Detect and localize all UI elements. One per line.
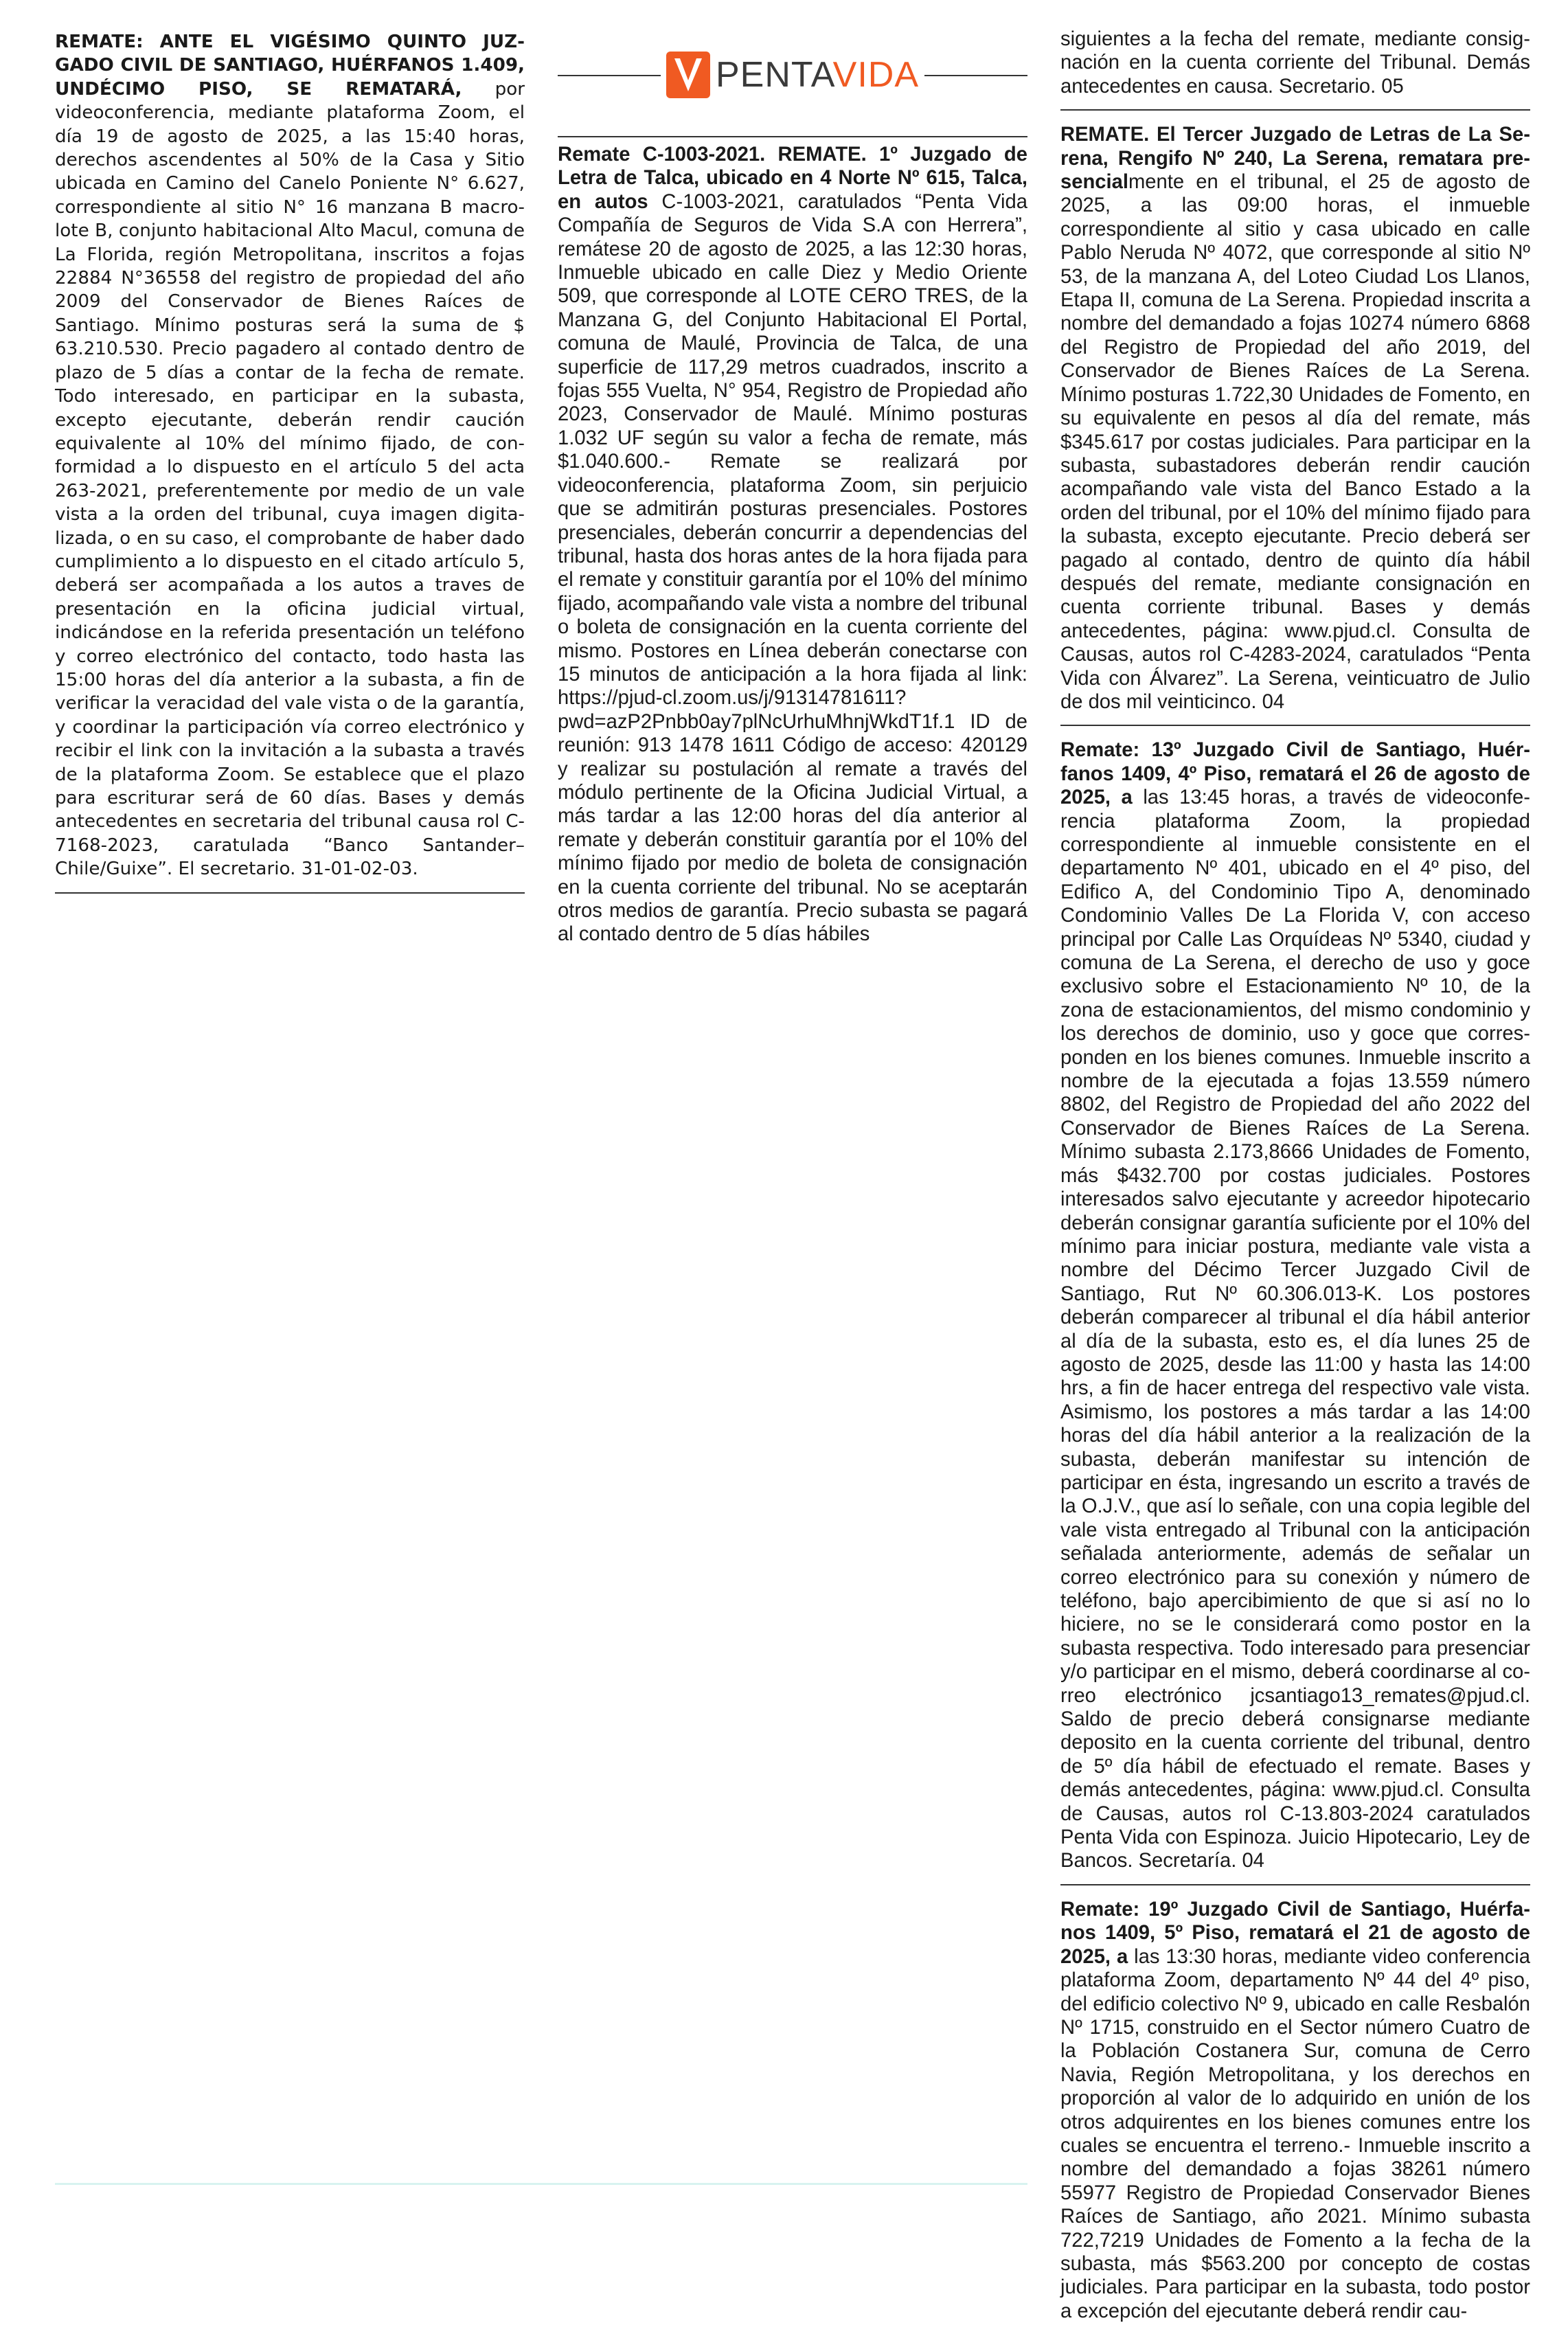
logo-rule-right	[924, 75, 1027, 76]
logo-rule-left	[558, 75, 661, 76]
column-divider	[1060, 1884, 1530, 1885]
notice-body: las 13:30 horas, mediante video conferencia plataforma Zoom, departamento Nº 44 del 4º piso, del edificio colectivo Nº 9, ubicado en calle Resbalón Nº 1715, construido en el Sector número Cuatro de la Población Costanera Sur, comuna de Cerro Navia, Región Metropolitana, y los derechos en proporción al valor de lo adquirido en unión de los otros adquirentes en los bienes comunes entre los cuales se encuentra el terreno.- Inmueble inscrito a nombre del demandado a fojas 38261 número 55977 Registro de Propiedad Conservador Bienes Raíces de Santiago, año 2021. Mínimo subasta 722,7219 Unidades de Fomento a la fecha de la subasta, más $563.200 por concepto de costas judiciales. Para participar en la subasta, todo postor a excepción del ejecutante deberá rendir cau-	[1060, 1945, 1530, 2322]
notice-text	[1060, 738, 1530, 1873]
column-1	[55, 30, 525, 894]
notice-heading: REMATE. El Tercer Juzgado de Letras de La Serena, Rengifo Nº 240, La Serena, rematara presencial	[1060, 124, 1530, 194]
notice-heading: Remate C-1003-2021. REMATE. 1º Juzgado de Letra de Talca, ubicado en 4 Norte Nº 615, Talca, en autos	[558, 144, 1027, 213]
notice-body: C-1003-2021, caratulados “Penta Vida Compañía de Seguros de Vida S.A con Herrera”, remátese 20 de agosto de 2025, a las 12:30 horas, Inmueble ubicado en calle Diez y Medio Oriente 509, que corresponde al LOTE CERO TRES, de la Manzana G, del Conjunto Habitacional El Portal, comuna de Maulé, Provincia de Talca, de una superficie de 117,29 metros cuadrados, inscrito a fojas 555 Vuelta, N° 954, Registro de Propiedad año 2023, Conservador de Maulé. Mínimo posturas 1.032 UF según su valor a fecha de remate, más $1.040.600.- Remate se realizará por videoconferencia, plataforma Zoom, sin perjuicio que se admitirán posturas presenciales. Postores presenciales, deberán concurrir a dependencias del tribunal, hasta dos horas antes de la hora fijada para el remate y constituir garantía por el 10% del mínimo fijado, acompañando vale vista a nombre del tribunal o boleta de consignación en la cuenta corriente del mismo. Postores en Línea deberán conectarse con 15 minutos de anticipación a la hora fijada al link: https://pjud-cl.zoom.us/j/91314781611?pwd=azP2Pnbb0ay7plNcUrhuMhnjWkdT1f.1 ID de reunión: 913 1478 1611 Código de acceso: 420129 y realizar su postulación al remate a través del módulo pertinente de la Oficina Judicial Virtual, a más tardar a las 12:00 horas del día anterior al remate y deberán constituir garantía por el 10% del mínimo fijado por medio de boleta de consignación en la cuenta corriente del tribunal. No se aceptarán otros medios de garantía. Precio subasta se pagará al contado dentro de 5 días hábiles	[558, 190, 1027, 946]
column-divider	[55, 892, 525, 894]
notice-text	[1060, 1898, 1530, 2323]
notice-heading: Remate: 19º Juzgado Civil de Santiago, Huérfanos 1409, 5º Piso, rematará el 21 de agosto de 2025, a	[1060, 1898, 1530, 1968]
notice-text	[1060, 27, 1530, 98]
penta-vida-logo	[558, 37, 1027, 113]
penta-vida-v-icon	[666, 52, 710, 98]
notice-1-juzgado-talca	[558, 143, 1027, 958]
notice-text	[558, 143, 1027, 947]
notice-25-juzgado-civil	[55, 30, 525, 892]
notice-19-juzgado-civil	[1060, 1898, 1530, 2334]
column-divider	[1060, 109, 1530, 111]
notice-body: mente en el tribunal, el 25 de agosto de 2025, a las 09:00 horas, el inmueble correspondiente al sitio y casa ubicado en calle Pablo Neruda Nº 4072, que corresponde al sitio Nº 53, de la manzana A, del Loteo Ciudad Los Llanos, Etapa II, comuna de La Serena. Propiedad inscrita a nombre del demandado a fojas 10274 número 6868 del Registro de Propiedad del año 2019, del Conservador de Bienes Raíces de La Serena. Mínimo posturas 1.722,30 Unidades de Fomento, en su equivalente en pesos al día del remate, más $345.617 por costas judiciales. Para participar en la subasta, subastadores deberán rendir caución acompañando vale vista del Banco Estado a la orden del tribunal, por el 10% del mínimo fijado para la subasta, excepto ejecutante. Precio deberá ser pagado al contado, dentro de quinto día hábil después del remate, mediante consignación en cuenta corriente tribunal. Bases y demás antecedentes, página: www.pjud.cl. Consulta de Causas, autos rol C-4283-2024, caratulados “Penta Vida con Álvarez”. La Serena, veinticuatro de Julio de dos mil veinticinco. 04	[1060, 171, 1530, 713]
column-divider	[1060, 725, 1530, 726]
notice-body: las 13:45 horas, a través de videoconferencia plataforma Zoom, la propiedad correspondiente al inmueble consistente en el departamento Nº 401, ubicado en el 4º piso, del Edifico A, del Condominio Tipo A, denominado Condominio Valles De La Florida V, con acceso principal por Calle Las Orquídeas Nº 5340, ciudad y comuna de La Serena, el derecho de uso y goce exclusivo sobre el Estacionamiento Nº 10, de la zona de estacionamientos, del mismo condominio y los derechos de dominio, uso y goce que corresponden en los bienes comunes. Inmueble inscrito a nombre de la ejecutada a fojas 13.559 número 8802, del Registro de Propiedad del año 2022 del Conservador de Bienes Raíces de La Serena. Mínimo subasta 2.173,8666 Unidades de Fomento, más $432.700 por costas judiciales. Postores interesados salvo ejecutante y acreedor hipotecario deberán consignar garantía suficiente por el 10% del mínimo para iniciar postura, mediante vale vista a nombre del Décimo Tercer Juzgado Civil de Santiago, Rut Nº 60.306.013-K. Los postores deberán comparecer al tribunal el día hábil anterior al día de la subasta, esto es, el día lunes 25 de agosto de 2025, desde las 11:00 y hasta las 14:00 hrs, a fin de hacer entrega del respectivo vale vista. Asimismo, los postores a más tardar a las 14:00 horas del día hábil anterior a la realización de la subasta, deberán manifestar su intención de participar en ésta, ingresando un escrito a través de la O.J.V., que así lo señale, con una copia legible del vale vista entregado al Tribunal con la anticipación señalada anteriormente, además de señalar un correo electrónico para su conexión y número de teléfono, bajo apercibimiento de que si así no lo hiciere, no se le considerará como postor en la subasta respectiva. Todo interesado para presenciar y/o participar en el mismo, deberá coordinarse al correo electrónico jcsantiago13_remates@pjud.cl. Saldo de precio deberá consignarse mediante deposito en la cuenta corriente del tribunal, dentro de 5º día hábil de efectuado el remate. Bases y demás antecedentes, página: www.pjud.cl. Consulta de Causas, autos rol C-13.803-2024 caratulados Penta Vida con Espinoza. Juicio Hipotecario, Ley de Bancos. Secretaría. 04	[1060, 786, 1530, 1872]
notice-13-juzgado-civil	[1060, 738, 1530, 1884]
notice-heading: Remate: 13º Juzgado Civil de Santiago, Huérfanos 1409, 4º Piso, rematará el 26 de agosto de 2025, a	[1060, 739, 1530, 809]
notice-body: siguientes a la fecha del remate, mediante consignación en la cuenta corriente del Tribunal. Demás antecedentes en causa. Secretario. 05	[1060, 28, 1530, 98]
logo-wordmark	[716, 54, 919, 95]
notice-3-juzgado-la-serena	[1060, 123, 1530, 725]
notice-heading: REMATE: ANTE EL VIGÉSIMO QUINTO JUZGADO CIVIL DE SANTIAGO, HUÉRFANOS 1.409, UNDÉCIMO PISO, SE REMATARÁ,	[55, 32, 525, 100]
notice-text	[55, 30, 525, 881]
page-bottom-rule	[55, 2183, 1027, 2185]
column-2	[558, 30, 1027, 958]
logo-brand-penta: PENTA	[715, 55, 833, 95]
notice-text	[1060, 123, 1530, 714]
column-divider	[558, 136, 1027, 137]
logo-brand-vida: VIDA	[832, 55, 920, 95]
notice-body: por videoconferencia, mediante plataforma Zoom, el día 19 de agosto de 2025, a las 15:40 horas, derechos ascendentes al 50% de la Casa y Sitio ubicada en Camino del Canelo Poniente N° 6.627, correspondiente al sitio N° 16 manzana B macrolote B, conjunto habitacional Alto Macul, comuna de La Florida, región Metropolitana, inscritos a fojas 22884 N°36558 del registro de propiedad del año 2009 del Conservador de Bienes Raíces de Santiago. Mínimo posturas será la suma de $ 63.210.530. Precio pagadero al contado dentro de plazo de 5 días a contar de la fecha de remate. Todo interesado, en participar en la subasta, excepto ejecutante, deberán rendir caución equivalente al 10% del mínimo fijado, de conformidad a lo dispuesto en el artículo 5 del acta 263-2021, preferentemente por medio de un vale vista a la orden del tribunal, cuya imagen digitalizada, o en su caso, el comprobante de haber dado cumplimiento a lo dispuesto en el citado artículo 5, deberá ser acompañada a los autos a traves de presentación en la oficina judicial virtual, indicándose en la referida presentación un teléfono y correo electrónico del contacto, todo hasta las 15:00 horas del día anterior a la subasta, a fin de verificar la veracidad del vale vista o de la garantía, y coordinar la participación vía correo electrónico y recibir el link con la invitación a la subasta a través de la plataforma Zoom. Se establece que el plazo para escriturar será de 60 días. Bases y demás antecedentes en secretaria del tribunal causa rol C-7168-2023, caratulada “Banco Santander–Chile/Guixe”. El secretario. 31-01-02-03.	[55, 78, 525, 880]
notice-continuation	[1060, 27, 1530, 109]
column-3	[1060, 30, 1530, 2334]
